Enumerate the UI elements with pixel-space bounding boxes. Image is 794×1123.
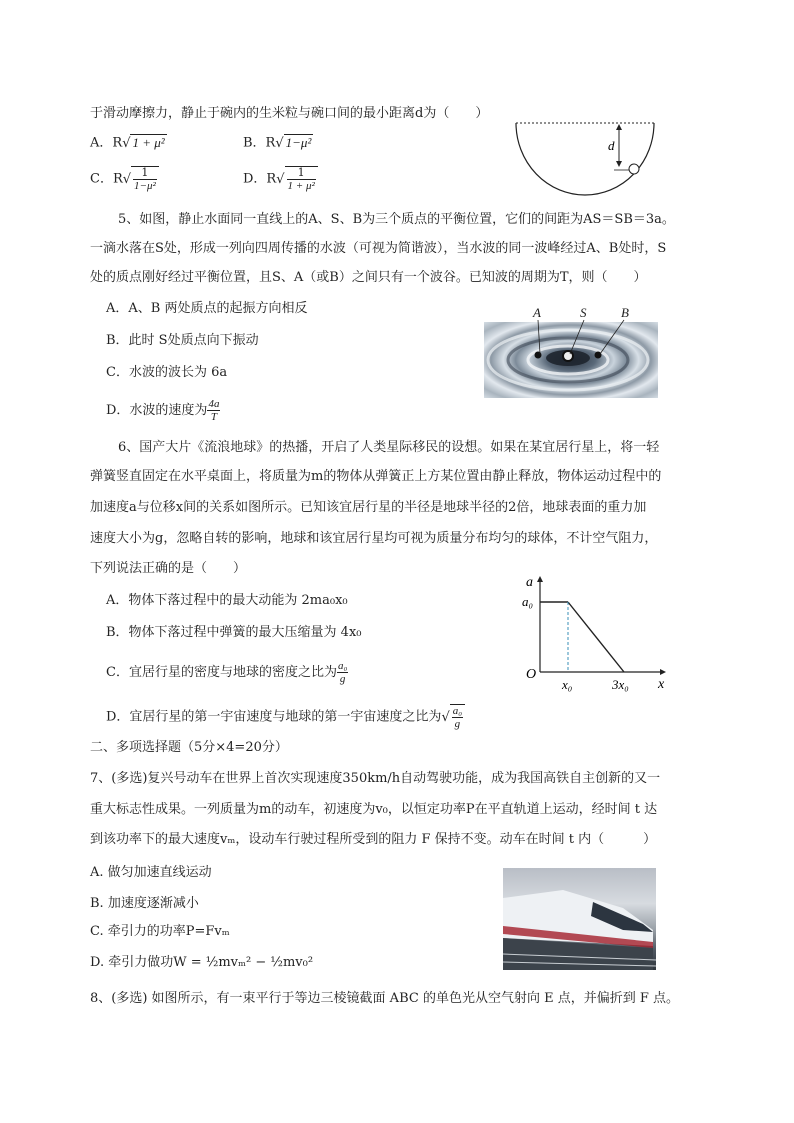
q4-option-a-label: A．R bbox=[90, 135, 123, 151]
q4-option-b-label: B．R bbox=[243, 135, 276, 151]
q5-label-a: A bbox=[533, 305, 541, 320]
q6-option-b[interactable]: B．物体下落过程中弹簧的最大压缩量为 4x₀ bbox=[106, 625, 362, 640]
q8-line1: 8、(多选) 如图所示，有一束平行于等边三棱镜截面 ABC 的单色光从空气射向 E 点，并偏折到 F 点。 bbox=[90, 991, 679, 1006]
q5-label-b: B bbox=[621, 305, 629, 320]
graph-x-axis-label: x bbox=[658, 677, 665, 692]
q4-option-c[interactable]: C．R√ $\frac{1}{\text{1−μ²}}$ bbox=[90, 166, 159, 192]
graph-descent bbox=[568, 602, 624, 672]
graph-x-tick-x0: x₀ bbox=[562, 677, 573, 692]
q6-line3: 加速度a与位移x间的关系如图所示。已知该宜居行星的半径是地球半径的2倍，地球表面的重力加 bbox=[90, 500, 647, 515]
bowl-figure bbox=[510, 118, 660, 204]
q4-option-d[interactable]: D．R√ $\frac{1}{\text{1 + μ²}}$ bbox=[243, 166, 318, 192]
high-speed-train-image bbox=[503, 868, 656, 970]
q6-option-c[interactable]: C．宜居行星的密度与地球的密度之比为 $\frac{\text{a₀}}{g}$ bbox=[106, 660, 348, 685]
q5-option-a[interactable]: A．A、B 两处质点的起振方向相反 bbox=[106, 301, 308, 316]
q4-option-d-label: D．R bbox=[243, 171, 277, 187]
q7-option-d[interactable]: D. 牵引力做功W = ½mvₘ² − ½mv₀² bbox=[90, 955, 314, 970]
q6-option-d[interactable]: D．宜居行星的第一宇宙速度与地球的第一宇宙速度之比为√ $\frac{\text{a₀}}{g}$ bbox=[106, 704, 465, 730]
q5-option-c[interactable]: C．水波的波长为 6a bbox=[106, 365, 228, 380]
q4-option-c-label: C．R bbox=[90, 171, 123, 187]
q7-option-a[interactable]: A. 做匀加速直线运动 bbox=[90, 865, 212, 880]
graph-origin-label: O bbox=[526, 667, 537, 682]
q5-line1: 5、如图，静止水面同一直线上的A、S、B为三个质点的平衡位置，它们的间距为AS＝SB＝3a。 bbox=[118, 212, 675, 227]
q4-option-a-sqrt: √ 1 + μ² bbox=[122, 135, 165, 151]
q5-label-s: S bbox=[580, 305, 587, 320]
q4-option-b[interactable] bbox=[243, 134, 313, 152]
q6-line5: 下列说法正确的是（ ） bbox=[90, 561, 247, 576]
q6-line2: 弹簧竖直固定在水平桌面上，将质量为m的物体从弹簧正上方某位置由静止释放，物体运动过程中的 bbox=[90, 469, 662, 484]
q5-option-b[interactable]: B．此时 S处质点向下振动 bbox=[106, 333, 259, 348]
q7-option-b[interactable]: B. 加速度逐渐减小 bbox=[90, 896, 199, 911]
acceleration-displacement-graph bbox=[520, 572, 670, 694]
q4-option-a[interactable] bbox=[90, 134, 167, 152]
q7-option-c[interactable]: C. 牵引力的功率P=Fvₘ bbox=[90, 924, 230, 939]
q5-line2: 一滴水落在S处，形成一列向四周传播的水波（可视为简谐波），当水波的同一波峰经过A、B处时，S bbox=[90, 241, 667, 256]
q7-line2: 重大标志性成果。一列质量为m的动车，初速度为v₀，以恒定功率P在平直轨道上运动，经时间 t 达 bbox=[90, 802, 658, 817]
q6-line1: 6、国产大片《流浪地球》的热播，开启了人类星际移民的设想。如果在某宜居行星上，将一轻 bbox=[118, 440, 660, 455]
bowl-d-label: d bbox=[608, 138, 615, 153]
q6-option-a[interactable]: A．物体下落过程中的最大动能为 2ma₀x₀ bbox=[106, 593, 348, 608]
q4-option-b-sqrt: √ 1−μ² bbox=[275, 135, 312, 151]
q5-option-d[interactable]: D．水波的速度为 $\frac{4a}{T}$ bbox=[106, 398, 220, 423]
graph-y-tick-a0: a₀ bbox=[522, 594, 534, 609]
q5-pointer-lines bbox=[530, 318, 640, 358]
graph-x-tick-3x0: 3x₀ bbox=[612, 677, 629, 692]
q6-line4: 速度大小为g，忽略自转的影响，地球和该宜居行星均可视为质量分布均匀的球体，不计空气阻力， bbox=[90, 531, 658, 546]
q7-line3: 到该功率下的最大速度vₘ，设动车行驶过程所受到的阻力 F 保持不变。动车在时间 t 内（ ） bbox=[90, 832, 657, 847]
section-2-heading: 二、多项选择题（5分×4=20分） bbox=[90, 740, 288, 755]
q4-stem: 于滑动摩擦力，静止于碗内的生米粒与碗口间的最小距离d为（ ） bbox=[90, 106, 489, 121]
q5-line3: 处的质点刚好经过平衡位置，且S、A（或B）之间只有一个波谷。已知波的周期为T，则（ ） bbox=[90, 270, 647, 285]
graph-y-axis-label: a bbox=[526, 575, 533, 590]
q7-line1: 7、(多选)复兴号动车在世界上首次实现速度350km/h自动驾驶功能，成为我国高铁自主创新的又一 bbox=[90, 771, 661, 786]
